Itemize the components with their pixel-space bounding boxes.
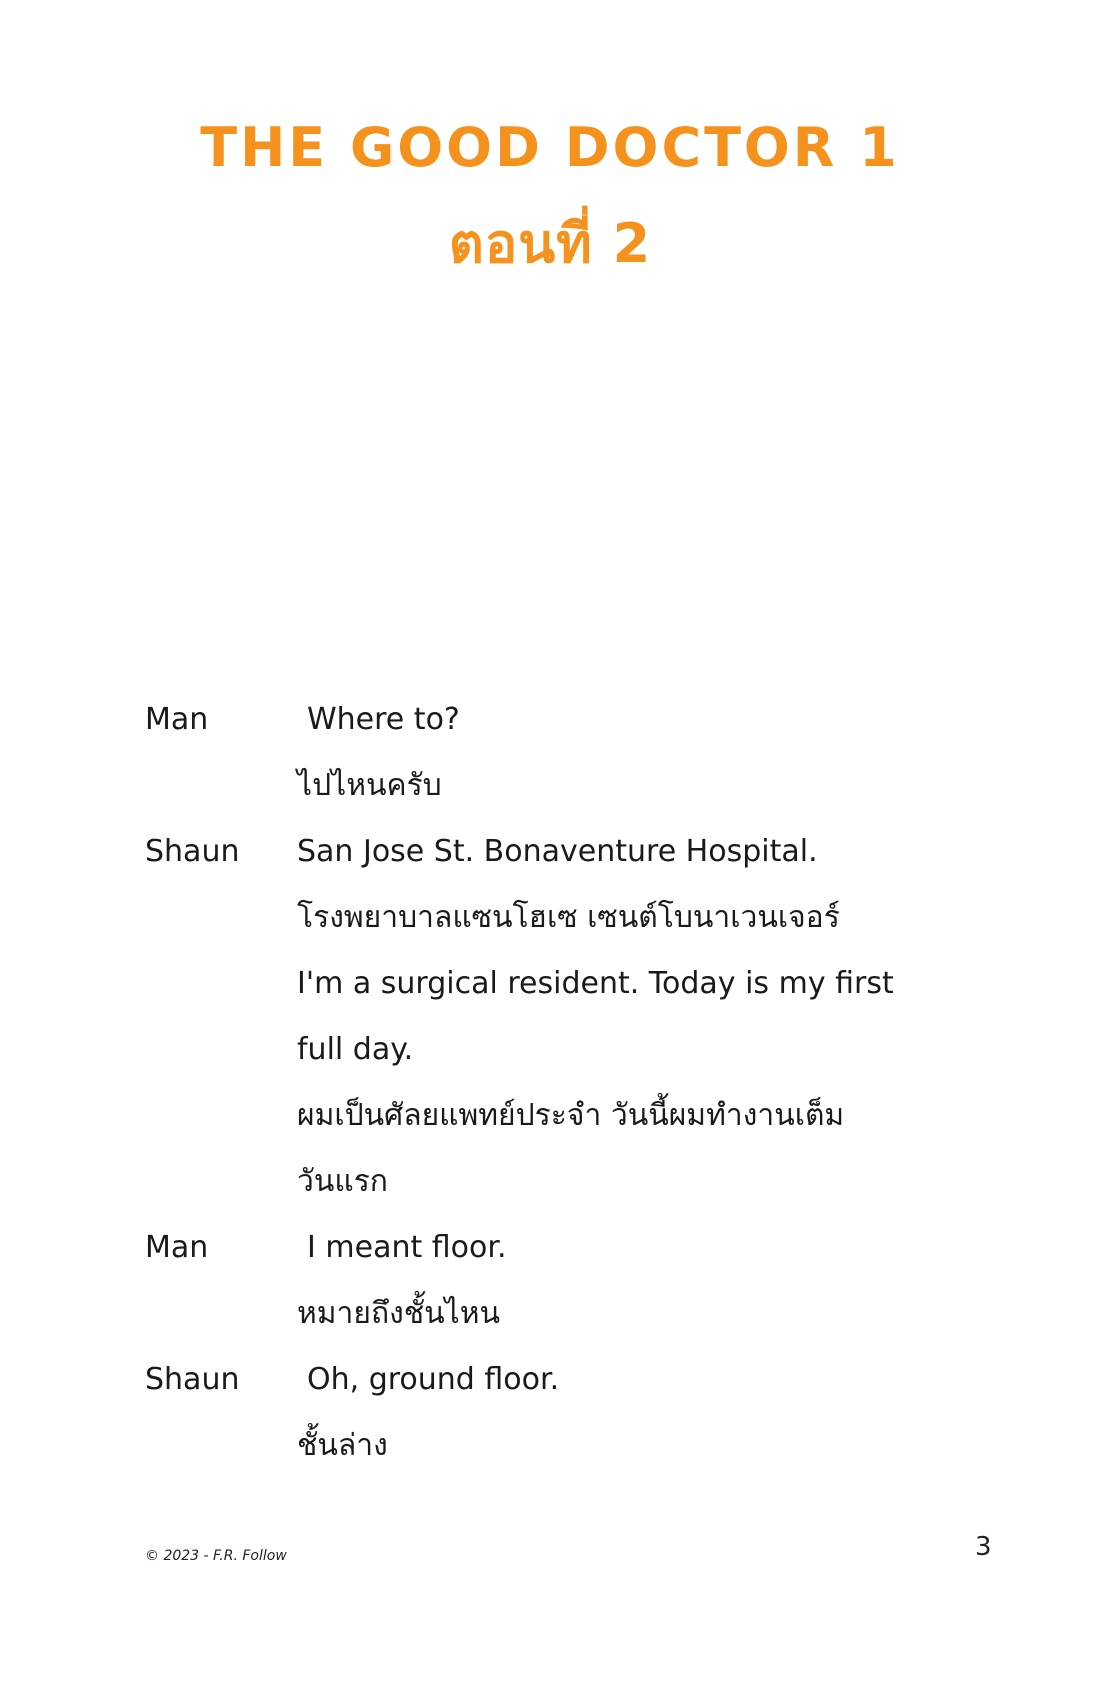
dialogue-line-thai: ชั้นล่าง xyxy=(297,1427,388,1463)
dialogue-row xyxy=(145,1214,965,1280)
dialogue-line-english: I meant floor. xyxy=(307,1229,507,1265)
speaker-name: Man xyxy=(145,701,209,737)
dialogue-line-thai: โรงพยาบาลแซนโฮเซ เซนต์โบนาเวนเจอร์ xyxy=(297,899,840,935)
copyright-notice: © 2023 - F.R. Follow xyxy=(145,1548,287,1564)
speaker-name: Man xyxy=(145,1229,209,1265)
speaker-name: Shaun xyxy=(145,833,240,869)
dialogue-line-english: I'm a surgical resident. Today is my first xyxy=(297,965,894,1001)
page-title: THE GOOD DOCTOR 1 xyxy=(200,116,900,179)
dialogue-row xyxy=(145,1280,965,1346)
dialogue-row xyxy=(145,1016,965,1082)
dialogue-line-thai: วันแรก xyxy=(297,1163,388,1199)
dialogue-line-thai: หมายถึงชั้นไหน xyxy=(297,1295,501,1331)
episode-subtitle: ตอนที่ 2 xyxy=(448,212,652,275)
speaker-name: Shaun xyxy=(145,1361,240,1397)
page-number: 3 xyxy=(975,1532,992,1562)
dialogue-row xyxy=(145,818,965,884)
dialogue-row xyxy=(145,752,965,818)
dialogue-line-english: full day. xyxy=(297,1031,414,1067)
title-block xyxy=(0,100,1100,292)
dialogue-row xyxy=(145,1082,965,1148)
dialogue-row xyxy=(145,1412,965,1478)
dialogue-line-english: Oh, ground floor. xyxy=(307,1361,560,1397)
dialogue-line-thai: ผมเป็นศัลยแพทย์ประจำ วันนี้ผมทำงานเต็ม xyxy=(297,1097,845,1133)
dialogue-row xyxy=(145,1346,965,1412)
dialogue-line-english: Where to? xyxy=(307,701,460,737)
dialogue-row xyxy=(145,686,965,752)
dialogue-row xyxy=(145,950,965,1016)
dialogue-script xyxy=(145,686,965,1478)
dialogue-line-thai: ไปไหนครับ xyxy=(297,767,442,803)
dialogue-row xyxy=(145,884,965,950)
dialogue-line-english: San Jose St. Bonaventure Hospital. xyxy=(297,833,818,869)
dialogue-row xyxy=(145,1148,965,1214)
